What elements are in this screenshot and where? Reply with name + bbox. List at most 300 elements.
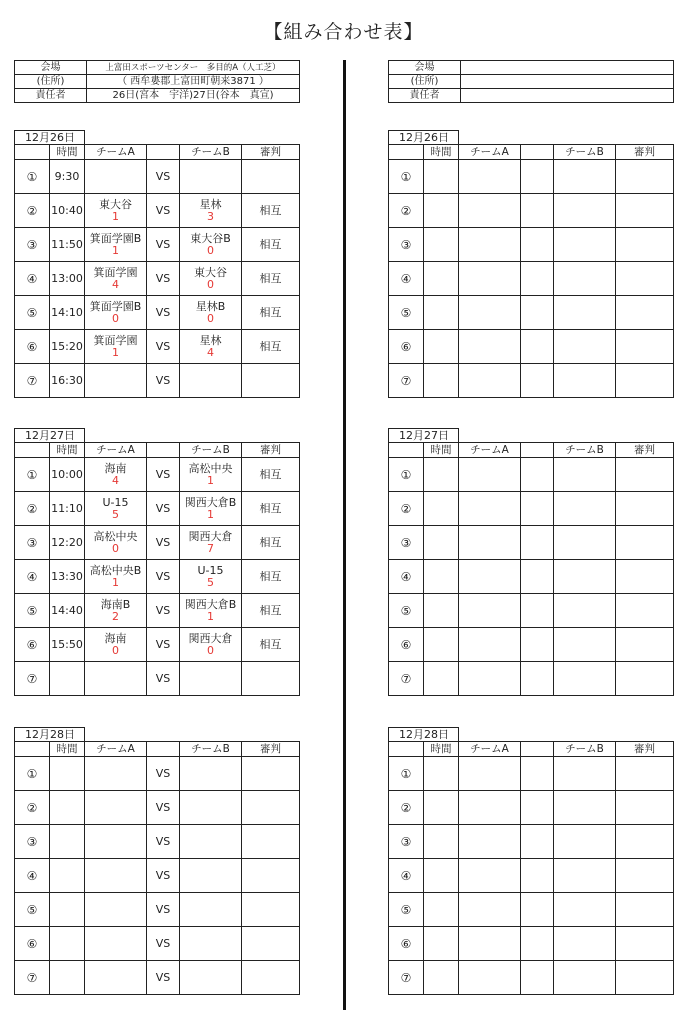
referee [616,594,674,628]
referee [242,160,300,194]
header-cell: 審判 [616,443,674,458]
match-number: ⑥ [389,927,424,961]
team-b-score: 1 [207,609,214,623]
match-row [389,628,674,662]
referee [242,364,300,398]
match-time [424,628,459,662]
schedule-table-left-day1 [14,130,300,398]
match-number: ④ [389,859,424,893]
vs-label: VS [147,262,180,296]
team-b-cell [180,526,242,560]
header-cell: チームB [180,145,242,160]
team-b-cell [180,228,242,262]
match-row [389,825,674,859]
team-b-name: 高松中央 [188,461,233,475]
match-number: ⑥ [389,628,424,662]
referee [616,330,674,364]
match-time [50,893,85,927]
referee: 相互 [242,628,300,662]
vs-label [521,825,554,859]
match-time: 11:10 [50,492,85,526]
team-b-cell [180,757,242,791]
match-time [424,228,459,262]
header-cell: チームB [180,742,242,757]
match-number: ⑥ [15,927,50,961]
vs-label: VS [147,364,180,398]
header-cell: チームB [554,145,616,160]
match-row [389,961,674,995]
match-row [389,492,674,526]
team-a-cell [459,757,521,791]
team-a-cell [85,791,147,825]
referee [616,825,674,859]
vs-label [521,364,554,398]
team-b-score: 0 [207,243,214,257]
team-a-cell [85,893,147,927]
referee [616,194,674,228]
match-row [15,458,300,492]
referee [242,791,300,825]
header-cell: 時間 [424,443,459,458]
referee: 相互 [242,492,300,526]
match-time [424,262,459,296]
match-row [389,791,674,825]
venue-value [461,61,674,75]
team-a-score: 0 [112,541,119,555]
team-b-cell [554,893,616,927]
team-a-cell [85,628,147,662]
match-number: ⑦ [389,364,424,398]
team-b-cell [180,662,242,696]
header-cell [521,742,554,757]
manager-label: 責任者 [389,89,461,103]
match-number: ⑤ [15,594,50,628]
team-a-cell [459,825,521,859]
vs-label [521,330,554,364]
team-a-cell [85,364,147,398]
vs-label: VS [147,228,180,262]
match-time: 10:00 [50,458,85,492]
address-value [461,75,674,89]
match-number: ⑥ [15,330,50,364]
referee [616,961,674,995]
venue-label: 会場 [15,61,87,75]
match-time [50,961,85,995]
team-b-cell [554,791,616,825]
team-a-name: 高松中央 [93,529,138,543]
match-number: ② [15,791,50,825]
referee: 相互 [242,560,300,594]
match-row [15,791,300,825]
match-row [15,560,300,594]
referee [616,492,674,526]
match-row [15,296,300,330]
column-divider [343,60,346,1010]
referee: 相互 [242,330,300,364]
vs-label [521,160,554,194]
referee [616,458,674,492]
header-number [389,145,424,160]
referee [242,662,300,696]
team-b-cell [180,296,242,330]
manager-value: 26日(宮本 宇洋)27日(谷本 真宣) [87,89,300,103]
match-row [15,961,300,995]
team-a-score: 0 [112,643,119,657]
match-time: 10:40 [50,194,85,228]
team-b-score: 0 [207,311,214,325]
referee: 相互 [242,458,300,492]
vs-label [521,296,554,330]
match-number: ⑥ [15,628,50,662]
vs-label [521,628,554,662]
team-a-name: 海南 [104,631,127,645]
team-b-cell [554,825,616,859]
header-number [15,145,50,160]
team-b-cell [554,526,616,560]
referee [616,927,674,961]
vs-label [521,594,554,628]
team-b-cell [180,927,242,961]
match-time: 12:20 [50,526,85,560]
team-b-cell [554,160,616,194]
vs-label [521,791,554,825]
vs-label [521,262,554,296]
match-time [424,364,459,398]
referee: 相互 [242,228,300,262]
vs-label: VS [147,859,180,893]
team-a-cell [459,492,521,526]
header-cell [147,443,180,458]
match-row [389,594,674,628]
vs-label: VS [147,628,180,662]
match-time: 16:30 [50,364,85,398]
team-a-cell [85,330,147,364]
match-number: ③ [389,228,424,262]
vs-label: VS [147,458,180,492]
day-date: 12月28日 [389,728,459,742]
match-time [424,825,459,859]
team-a-cell [85,859,147,893]
team-a-cell [459,859,521,893]
match-number: ④ [15,560,50,594]
match-row [389,330,674,364]
match-number: ⑤ [389,594,424,628]
match-time [424,662,459,696]
team-b-score: 3 [207,209,214,223]
team-a-cell [85,662,147,696]
match-row [389,927,674,961]
match-number: ④ [15,262,50,296]
referee [616,262,674,296]
schedule-table-right-day1 [388,130,674,398]
match-number: ② [389,492,424,526]
referee [616,160,674,194]
match-number: ③ [15,825,50,859]
match-time [50,859,85,893]
schedule-table-left-day3 [14,727,300,995]
team-b-name: 星林B [195,299,226,313]
match-row [15,927,300,961]
team-a-cell [85,560,147,594]
vs-label [521,194,554,228]
match-time [424,458,459,492]
team-a-score: 1 [112,575,119,589]
vs-label: VS [147,825,180,859]
team-a-cell [85,296,147,330]
team-b-cell [180,458,242,492]
vs-label: VS [147,160,180,194]
team-b-cell [554,662,616,696]
match-number: ① [15,160,50,194]
referee: 相互 [242,296,300,330]
team-a-score: 2 [112,609,119,623]
match-number: ③ [389,825,424,859]
match-row [15,825,300,859]
match-time [424,560,459,594]
referee [242,927,300,961]
match-row [389,364,674,398]
header-cell: チームA [459,145,521,160]
match-row [389,757,674,791]
vs-label: VS [147,194,180,228]
match-row [389,296,674,330]
match-time [424,296,459,330]
match-row [15,628,300,662]
page-title: 【組み合わせ表】 [263,21,424,43]
match-row [15,492,300,526]
team-a-cell [85,228,147,262]
team-a-score: 4 [112,277,119,291]
team-a-cell [85,458,147,492]
team-b-name: 星林 [199,197,222,211]
header-cell: チームA [85,742,147,757]
match-row [15,330,300,364]
match-number: ① [15,458,50,492]
match-number: ② [389,194,424,228]
match-row [15,526,300,560]
team-b-score: 4 [207,345,214,359]
team-b-name: 関西大倉 [188,631,233,645]
match-number: ⑦ [389,662,424,696]
team-b-cell [554,927,616,961]
match-time: 14:40 [50,594,85,628]
header-cell [521,145,554,160]
match-row [15,160,300,194]
header-cell: チームA [459,742,521,757]
team-a-cell [459,526,521,560]
referee [616,757,674,791]
match-row [15,194,300,228]
team-a-cell [459,594,521,628]
match-number: ⑦ [389,961,424,995]
vs-label [521,662,554,696]
team-b-cell [554,560,616,594]
match-row [389,160,674,194]
match-row [15,662,300,696]
team-b-name: 関西大倉B [184,495,237,509]
match-number: ① [389,757,424,791]
match-row [15,228,300,262]
match-number: ⑥ [389,330,424,364]
vs-label: VS [147,757,180,791]
header-number [15,443,50,458]
match-number: ② [389,791,424,825]
header-number [15,742,50,757]
team-a-cell [459,560,521,594]
schedule-table-left-day2 [14,428,300,696]
venue-info-table-right [388,60,674,103]
team-a-name: 箕面学園 [93,333,138,347]
header-cell [521,443,554,458]
referee: 相互 [242,594,300,628]
team-b-cell [180,560,242,594]
referee [242,859,300,893]
team-a-name: 箕面学園 [93,265,138,279]
match-number: ③ [15,526,50,560]
team-a-name: 高松中央B [89,563,142,577]
match-time [50,825,85,859]
team-a-cell [459,228,521,262]
address-label: (住所) [15,75,87,89]
match-time: 13:00 [50,262,85,296]
team-b-cell [180,262,242,296]
vs-label [521,526,554,560]
address-label: (住所) [389,75,461,89]
venue-label: 会場 [389,61,461,75]
team-b-score: 1 [207,507,214,521]
referee: 相互 [242,194,300,228]
match-row [389,893,674,927]
venue-info-table-left [14,60,300,103]
day-date: 12月28日 [15,728,85,742]
team-a-cell [459,296,521,330]
day-date: 12月27日 [389,429,459,443]
schedule-table-right-day2 [388,428,674,696]
team-b-score: 0 [207,277,214,291]
match-row [15,893,300,927]
team-a-cell [85,825,147,859]
team-b-score: 5 [207,575,214,589]
match-time: 9:30 [50,160,85,194]
match-time [424,757,459,791]
vs-label [521,859,554,893]
team-b-cell [180,893,242,927]
team-a-score: 1 [112,243,119,257]
vs-label [521,560,554,594]
match-time [424,893,459,927]
header-cell: チームA [85,145,147,160]
vs-label: VS [147,492,180,526]
referee [242,757,300,791]
referee: 相互 [242,262,300,296]
header-cell [147,742,180,757]
match-time [424,961,459,995]
team-a-cell [459,628,521,662]
team-a-cell [85,927,147,961]
team-a-score: 1 [112,345,119,359]
header-cell: 時間 [424,742,459,757]
team-b-cell [554,961,616,995]
team-a-cell [85,262,147,296]
team-b-score: 1 [207,473,214,487]
team-b-cell [180,825,242,859]
header-cell: 審判 [242,145,300,160]
match-number: ④ [389,262,424,296]
match-time [424,927,459,961]
match-row [389,560,674,594]
manager-label: 責任者 [15,89,87,103]
team-b-cell [180,594,242,628]
team-b-cell [180,160,242,194]
match-row [15,364,300,398]
team-a-cell [85,160,147,194]
vs-label [521,893,554,927]
team-b-score: 7 [207,541,214,555]
vs-label [521,458,554,492]
match-time [424,526,459,560]
match-time [50,927,85,961]
vs-label: VS [147,893,180,927]
header-cell: 時間 [50,145,85,160]
referee [616,364,674,398]
team-b-name: 東大谷B [190,231,231,245]
header-cell: 時間 [424,145,459,160]
match-row [389,662,674,696]
team-b-cell [180,961,242,995]
match-time [424,492,459,526]
match-number: ⑤ [389,296,424,330]
referee [616,526,674,560]
match-time [50,662,85,696]
day-date: 12月26日 [389,131,459,145]
day-date: 12月27日 [15,429,85,443]
team-a-name: 箕面学園B [89,231,142,245]
referee: 相互 [242,526,300,560]
team-b-cell [554,262,616,296]
team-a-score: 0 [112,311,119,325]
team-b-cell [180,791,242,825]
team-a-cell [85,526,147,560]
venue-value: 上富田スポーツセンター 多目的A（人工芝） [87,61,300,75]
match-number: ⑦ [15,364,50,398]
team-a-cell [459,791,521,825]
match-time [424,330,459,364]
team-a-cell [459,927,521,961]
match-row [389,526,674,560]
referee [616,228,674,262]
vs-label: VS [147,961,180,995]
match-row [15,594,300,628]
header-cell [147,145,180,160]
match-time [424,859,459,893]
header-cell: 審判 [616,145,674,160]
match-number: ① [15,757,50,791]
referee [242,961,300,995]
team-b-cell [180,859,242,893]
team-b-cell [180,628,242,662]
referee [616,662,674,696]
vs-label: VS [147,594,180,628]
header-cell: チームB [180,443,242,458]
match-time [424,791,459,825]
match-number: ⑦ [15,961,50,995]
team-a-cell [459,262,521,296]
team-a-score: 4 [112,473,119,487]
header-cell: チームB [554,742,616,757]
team-a-cell [85,492,147,526]
match-time [424,194,459,228]
header-cell: 時間 [50,443,85,458]
